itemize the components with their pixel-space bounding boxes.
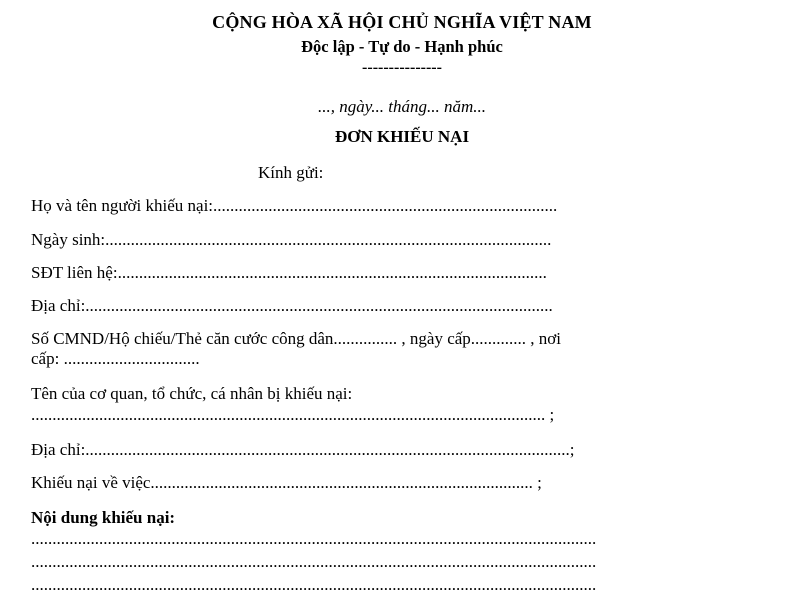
id-number-field-line1: Số CMND/Hộ chiếu/Thẻ căn cước công dân............... , ngày cấp............. , nơi [31,329,562,348]
phone-field: SĐT liên hệ:..................................................................................................... [31,263,547,282]
complaint-content-label: Nội dung khiếu nại: [31,508,176,527]
birth-date-field: Ngày sinh:......................................................................................................... [31,230,552,249]
addressee-label: Kính gửi: [258,163,324,182]
document-title: ĐƠN KHIẾU NẠI [334,127,470,146]
respondent-field: ......................................................................................................................... ; [31,405,555,424]
address-field: Địa chỉ:.............................................................................................................. [31,296,553,315]
full-name-field: Họ và tên người khiếu nại:................................................................................. [31,196,558,215]
complaint-content-line-2: ..................................................................................................................................... [31,552,597,571]
respondent-address-field: Địa chỉ:..................................................................................................................; [31,440,575,459]
complaint-about-field: Khiếu nại về việc.......................................................................................... ; [31,473,542,492]
id-number-field-line2: cấp: ................................ [31,349,200,368]
complaint-content-line-1: ..................................................................................................................................... [31,529,597,548]
complaint-content-line-3: ..................................................................................................................................... [31,575,597,594]
date-line: ..., ngày... tháng... năm... [317,97,487,116]
header-separator: --------------- [362,59,442,76]
motto-heading: Độc lập - Tự do - Hạnh phúc [301,37,503,56]
nation-heading: CỘNG HÒA XÃ HỘI CHỦ NGHĨA VIỆT NAM [212,12,592,32]
respondent-label: Tên của cơ quan, tổ chức, cá nhân bị khiếu nại: [31,384,353,403]
